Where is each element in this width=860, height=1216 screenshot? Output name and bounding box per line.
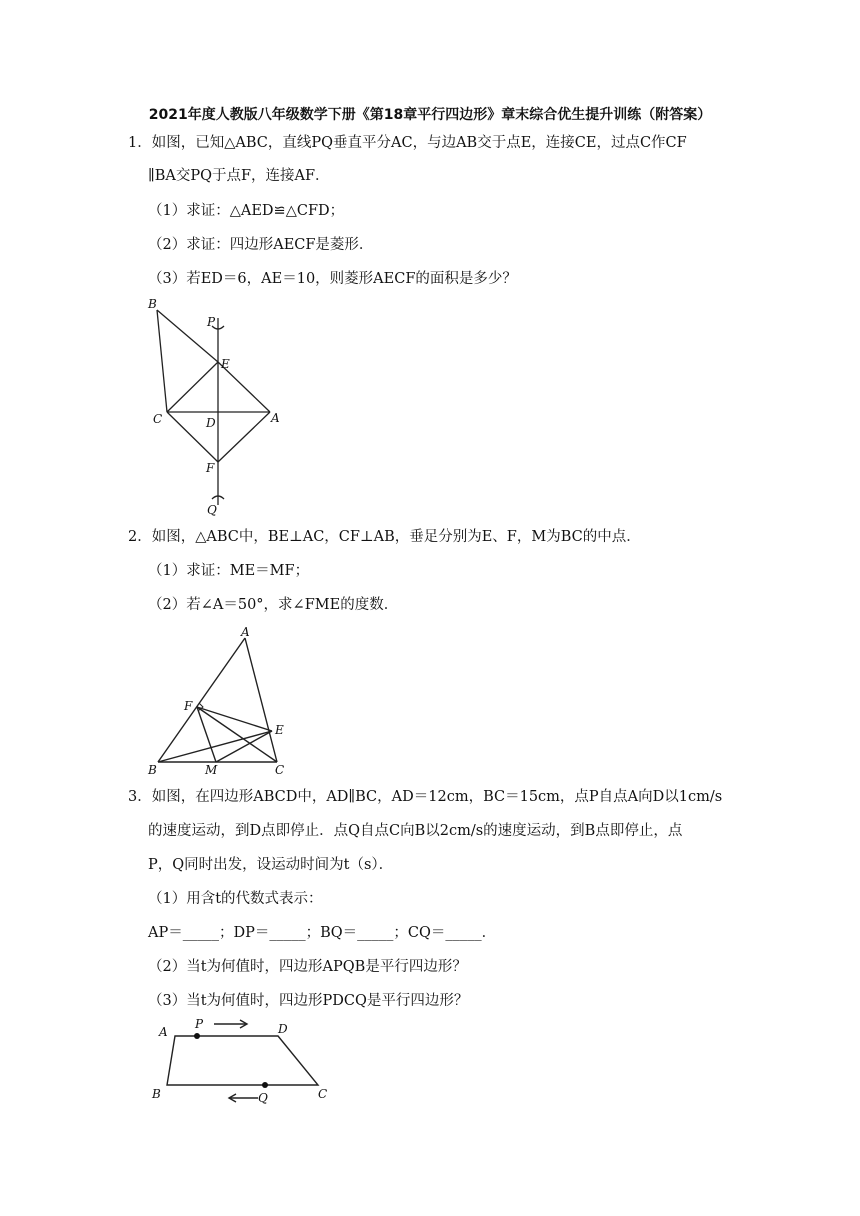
point-Q	[262, 1082, 268, 1088]
q3-blanks: AP＝_____；DP＝_____；BQ＝_____；CQ＝_____．	[148, 925, 497, 941]
q1-line1: 1．如图，已知△ABC，直线PQ垂直平分AC，与边AB交于点E，连接CE，过点C作CF	[128, 135, 687, 151]
quadrilateral-ABCD	[167, 1036, 318, 1085]
segment-BC	[157, 310, 167, 412]
label-Q: Q	[258, 1091, 268, 1105]
label-A: A	[271, 411, 280, 425]
label-B: B	[152, 1087, 161, 1101]
q3-line2: 的速度运动，到D点即停止．点Q自点C向B以2cm/s的速度运动，到B点即停止，点	[148, 823, 683, 839]
label-B: B	[148, 763, 157, 777]
q1-figure	[140, 290, 300, 520]
q3-part2: （2）当t为何值时，四边形APQB是平行四边形？	[148, 959, 467, 975]
label-C: C	[275, 763, 285, 777]
label-A: A	[241, 625, 250, 639]
label-F: F	[206, 461, 215, 475]
label-E: E	[275, 723, 284, 737]
segment-AF	[218, 412, 270, 462]
label-M: M	[205, 763, 218, 777]
q1-part3: （3）若ED＝6，AE＝10，则菱形AECF的面积是多少？	[148, 271, 517, 287]
document-title: 2021年度人教版八年级数学下册《第18章平行四边形》章末综合优生提升训练（附答案）	[148, 107, 712, 123]
segment-BA	[158, 638, 245, 762]
segment-FE	[197, 707, 272, 731]
segment-CE	[167, 362, 218, 412]
point-P	[194, 1033, 200, 1039]
segment-FM	[197, 707, 216, 762]
q2-part1: （1）求证：ME＝MF；	[148, 563, 310, 579]
label-C: C	[318, 1087, 328, 1101]
q3-part3: （3）当t为何值时，四边形PDCQ是平行四边形？	[148, 993, 469, 1009]
label-D: D	[278, 1022, 288, 1036]
q2-line1: 2．如图，△ABC中，BE⊥AC，CF⊥AB，垂足分别为E、F，M为BC的中点．	[128, 529, 641, 545]
label-E: E	[221, 357, 230, 371]
label-C: C	[153, 412, 163, 426]
q3-line1: 3．如图，在四边形ABCD中，AD∥BC，AD＝12cm，BC＝15cm，点P自点A向D以1cm/s	[128, 789, 723, 805]
q3-part1: （1）用含t的代数式表示：	[148, 891, 323, 907]
label-B: B	[148, 297, 157, 311]
label-D: D	[206, 416, 216, 430]
label-P: P	[207, 315, 216, 329]
q3-figure	[145, 1010, 345, 1110]
q2-figure	[140, 620, 300, 780]
q1-part2: （2）求证：四边形AECF是菱形．	[148, 237, 374, 253]
segment-ME	[216, 731, 272, 762]
q1-part1: （1）求证：△AED≌△CFD；	[148, 203, 345, 219]
q2-part2: （2）若∠A＝50°，求∠FME的度数．	[148, 597, 399, 613]
label-P: P	[195, 1017, 204, 1031]
label-A: A	[159, 1025, 168, 1039]
q3-line3: P，Q同时出发，设运动时间为t（s）．	[148, 857, 394, 873]
label-F: F	[184, 699, 193, 713]
label-Q: Q	[207, 503, 217, 517]
q1-line2: ∥BA交PQ于点F，连接AF．	[148, 168, 330, 184]
